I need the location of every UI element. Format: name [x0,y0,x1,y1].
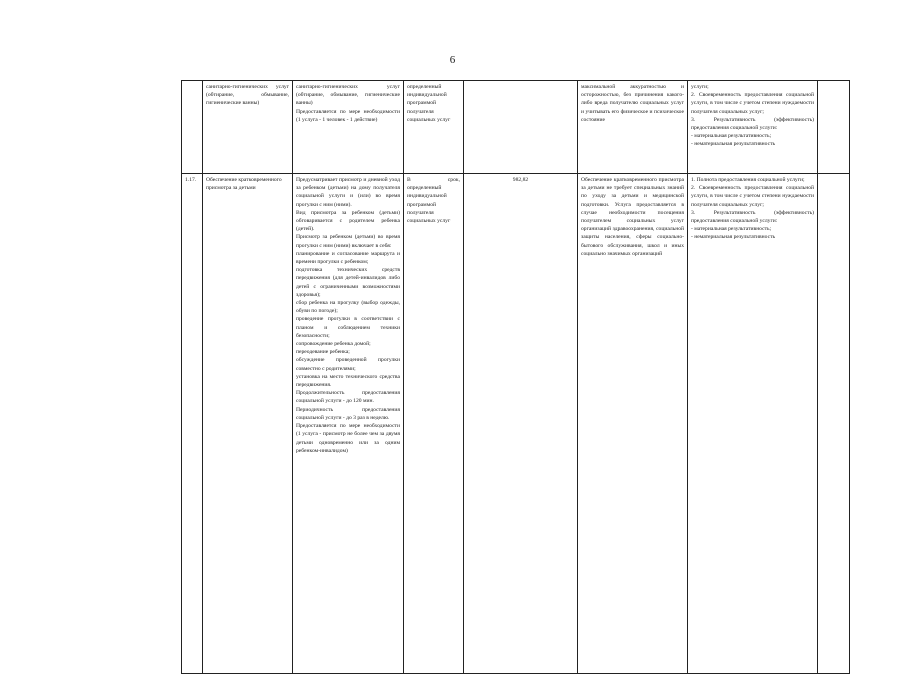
service-description: санитарно-гигиенических услуг (обтирание, обмывание, гигиенические ванны) Предоставляется по мере необходимости (1 услуга - 1 человек - 1 действие) [293,81,404,174]
extra-cell [818,81,850,174]
service-name: санитарно-гигиенических услуг (обтирание, обмывание, гигиенические ванны) [203,81,293,174]
service-term: В срок, определенный индивидуальной программой получателя социальных услуг [404,174,464,674]
extra-cell [818,174,850,674]
page-number: 6 [449,54,456,66]
service-price: 982,82 [464,174,578,674]
service-conditions: максимальной аккуратностью и осторожностью, без причинения какого-либо вреда получателю социальных услуг и учитывать его физическое и психическое состояние [578,81,688,174]
quality-indicators: услуги; 2. Своевременность предоставления социальной услуги, в том числе с учетом степени нуждаемости получателя социальных услуг; 3. Результативность (эффективность) предоставления социальной услуги: - материальная результативность; - нематериальная результативность [688,81,818,174]
quality-indicators: 1. Полнота предоставления социальной услуги; 2. Своевременность предоставления социальной услуги, в том числе с учетом степени нуждаемости получателя социальных услуг; 3. Результативность (эффективность) предоставления социальной услуги: - материальная результативность; - нематериальная результативность [688,174,818,674]
service-conditions: Обеспечение кратковременного присмотра за детьми не требует специальных знаний по уходу за детьми и медицинской подготовки. Услуга предоставляется в случае необходимости посещения получателем социальных услуг организаций здравоохранения, социальной защиты населения, сферы социально-бытового обслуживания, школ и иных социально значимых организаций [578,174,688,674]
table-row [182,81,850,174]
service-name: Обеспечение кратковременного присмотра за детьми [203,174,293,674]
service-description: Предусматривает присмотр и дневной уход за ребенком (детьми) на дому получателя социальной услуги и (или) во время прогулки с ним (ними). Вид присмотра за ребенком (детьми) обговаривается с родителем ребенка (детей). Присмотр за ребенком (детьми) во время прогулки с ним (ними) включает в себя: планирование и согласование маршрута и времени прогулки с ребенком; подготовка технических средств передвижения (для детей-инвалидов либо детей с ограниченными возможностями здоровья); сбор ребенка на прогулку (выбор одежды, обуви по погоде); проведение прогулки в соответствии с планом и соблюдением техники безопасности; сопровождение ребенка домой; переодевание ребенка; обсуждение проведенной прогулки совместно с родителями; установка на место технического средства передвижения. Продолжительность предоставления социальной услуги - до 120 мин. Периодичность предоставления социальной услуги - до 3 раз в неделю. Предоставляется по мере необходимости (1 услуга - присмотр не более чем за двумя детьми одновременно или за одним ребенком-инвалидом) [293,174,404,674]
service-price [464,81,578,174]
row-number: 1.17. [182,174,203,674]
service-term: определенный индивидуальной программой получателя социальных услуг [404,81,464,174]
services-table [181,80,850,674]
row-number [182,81,203,174]
table-row [182,174,850,674]
